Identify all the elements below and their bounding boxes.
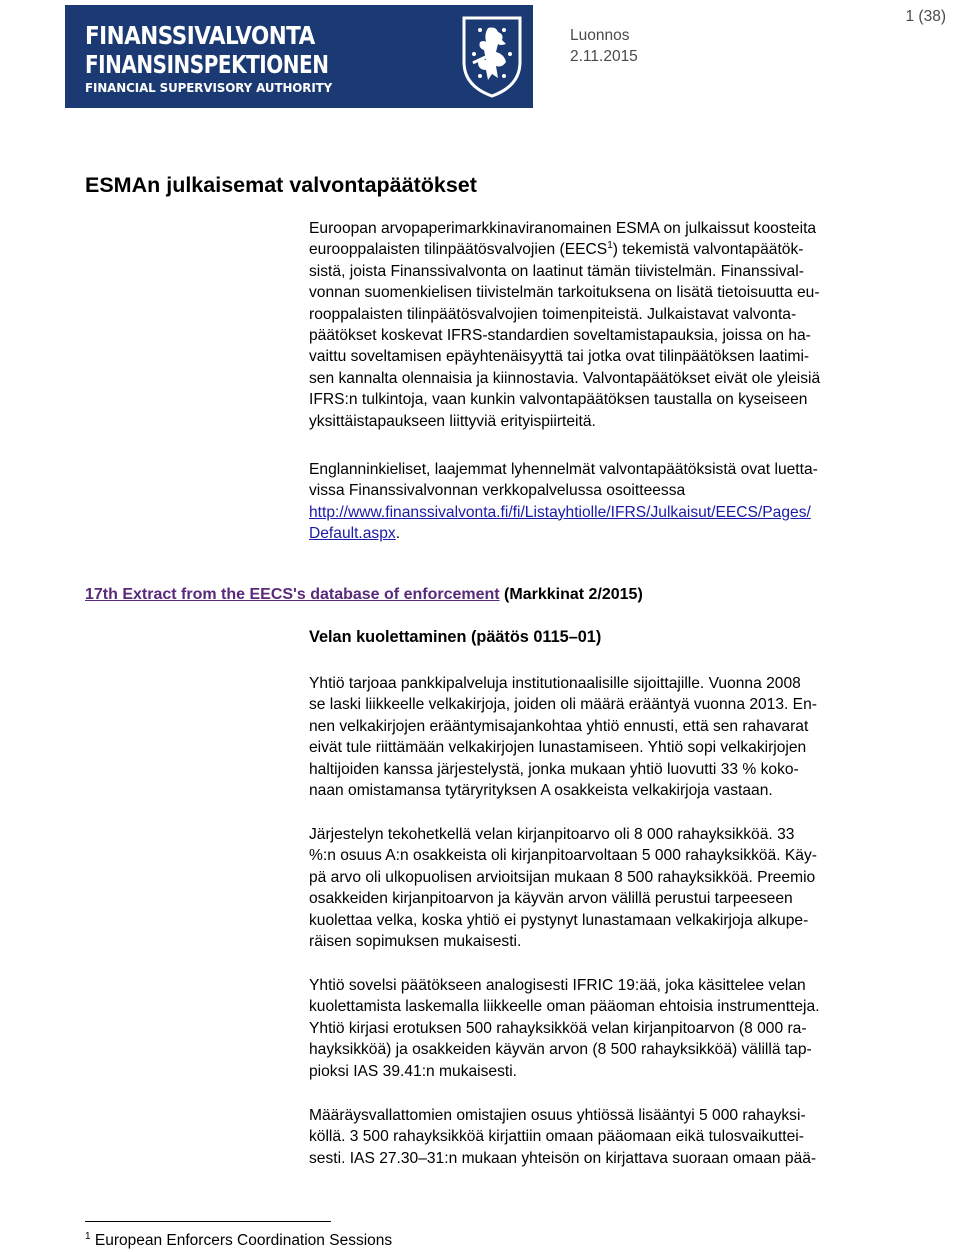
intro-line: sistä, joista Finanssivalvonta on laatinut tämän tiivistelmän. Finanssival- bbox=[309, 262, 804, 280]
intro-line: Euroopan arvopaperimarkkinaviranomainen ESMA on julkaissut koosteita bbox=[309, 220, 817, 237]
authority-logo bbox=[65, 5, 533, 108]
intro-line: sen kannalta olennaisia ja kiinnostavia. Valvontapäätökset eivät ole yleisiä bbox=[309, 369, 821, 387]
note-line: Englanninkieliset, laajemmat lyhennelmät valvontapäätöksistä ovat luetta- bbox=[309, 461, 818, 478]
page-number: 1 (38) bbox=[905, 8, 946, 25]
logo-line-english: FINANCIAL SUPERVISORY AUTHORITY bbox=[85, 80, 333, 95]
footnote-marker: 1 bbox=[85, 1230, 91, 1242]
intro-line: eurooppalaisten tilinpäätösvalvojien (EECS$^1$) tekemistä valvontapäätök- bbox=[309, 240, 804, 259]
section-heading bbox=[85, 586, 643, 604]
lion-crest-icon bbox=[460, 14, 524, 98]
intro-paragraph bbox=[309, 218, 921, 432]
case-paragraph: Järjestelyn tekohetkellä velan kirjanpitoarvo oli 8 000 rahayksikköä. 33 %:n osuus A:n osakkeista oli kirjanpitoarvoltaan 5 000 rahayksikköä. Käy- pä arvo oli ulkopuolisen arvioitsijan mukaan 8 500 rahayksikköä. Preemio osakkeiden kirjanpitoarvon ja käyvän arvon välillä perustui tarpeeseen kuolettaa velka, koska yhtiö ei pystynyt lunastamaan velkakirjoja alkupe- räisen sopimuksen mukaisesti. bbox=[309, 826, 817, 950]
footnote-divider bbox=[85, 1221, 331, 1222]
intro-line: rooppalaisten tilinpäätösvalvojien toimenpiteistä. Julkaistavat valvonta- bbox=[309, 305, 797, 323]
page-title: ESMAn julkaisemat valvontapäätökset bbox=[85, 173, 477, 197]
fiva-url-link[interactable]: http://www.finanssivalvonta.fi/fi/Listayhtiolle/IFRS/Julkaisut/EECS/Pages/ bbox=[309, 503, 811, 521]
draft-label: Luonnos bbox=[570, 27, 630, 44]
draft-date: 2.11.2015 bbox=[570, 48, 638, 65]
case-paragraph: Yhtiö tarjoaa pankkipalveluja institutionaalisille sijoittajille. Vuonna 2008 se laski liikkeelle velkakirjoja, joiden oli määrä erääntyä vuonna 2013. En- nen velkakirjojen erääntymisajankohtaa yhtiö ennusti, että sen rahavarat eivät tule riittämään velkakirjojen lunastamiseen. Yhtiö sopi velkakirjojen haltijoiden kanssa järjestelystä, jonka mukaan yhtiö luovutti 33 % koko- naan omistamansa tytäryrityksen A osakkeista velkakirjoja vastaan. bbox=[309, 675, 817, 799]
intro-line: päätökset koskevat IFRS-standardien soveltamistapauksia, joissa on ha- bbox=[309, 326, 811, 344]
intro-line: vonnan suomenkielisen tiivistelmän tarkoituksena on lisätä tietoisuutta eu- bbox=[309, 284, 820, 302]
case-title: Velan kuolettaminen (päätös 0115–01) bbox=[309, 628, 602, 646]
logo-line-swedish: FINANSINSPEKTIONEN bbox=[85, 50, 329, 79]
footnote-reference: 1 bbox=[607, 240, 613, 252]
intro-line: yksittäistapaukseen liittyviä erityispiirteitä. bbox=[309, 412, 596, 430]
logo-line-finnish: FINANSSIVALVONTA bbox=[85, 21, 315, 50]
intro-line: IFRS:n tulkintoja, vaan kunkin valvontapäätöksen taustalla on kyseiseen bbox=[309, 391, 808, 409]
section-heading-suffix: (Markkinat 2/2015) bbox=[499, 586, 643, 603]
note-line: vissa Finanssivalvonnan verkkopalvelussa osoitteessa bbox=[309, 482, 686, 500]
footnote-text: European Enforcers Coordination Sessions bbox=[90, 1232, 393, 1249]
english-summary-note: Englanninkieliset, laajemmat lyhennelmät valvontapäätöksistä ovat luetta- vissa Finanssivalvonnan verkkopalvelussa osoitteessa http://www.finanssivalvonta.fi/fi/Listayhtiolle/IFRS/Julkaisut/EECS/Pages/ Default.aspx. bbox=[309, 459, 921, 545]
case-paragraph: Yhtiö sovelsi päätökseen analogisesti IFRIC 19:ää, joka käsittelee velan kuolettamista laskemalla liikkeelle oman pääoman ehtoisia instrumentteja. Yhtiö kirjasi erotuksen 500 rahayksikköä velan kirjanpitoarvon (8 000 ra- hayksikköä) ja osakkeiden käyvän arvon (8 500 rahayksikköä) välillä tap- pioksi IAS 39.41:n mukaisesti. bbox=[309, 977, 820, 1080]
case-paragraph: Määräysvallattomien omistajien osuus yhtiössä lisääntyi 5 000 rahayksi- köllä. 3 500 rahayksikköä kirjattiin omaan pääomaan eikä tulosvaikuttei- sesti. IAS 27.30–31:n mukaan yhteisön on kirjattava suoraan omaan pää- bbox=[309, 1107, 817, 1167]
eecs-extract-link[interactable]: 17th Extract from the EECS's database of enforcement bbox=[85, 586, 500, 603]
intro-line: vaittu soveltamisen epäyhtenäisyyttä tai jotka ovat tilinpäätöksen laatimi- bbox=[309, 348, 810, 366]
fiva-url-link-continued[interactable]: Default.aspx bbox=[309, 525, 396, 543]
footnote bbox=[85, 1232, 392, 1250]
